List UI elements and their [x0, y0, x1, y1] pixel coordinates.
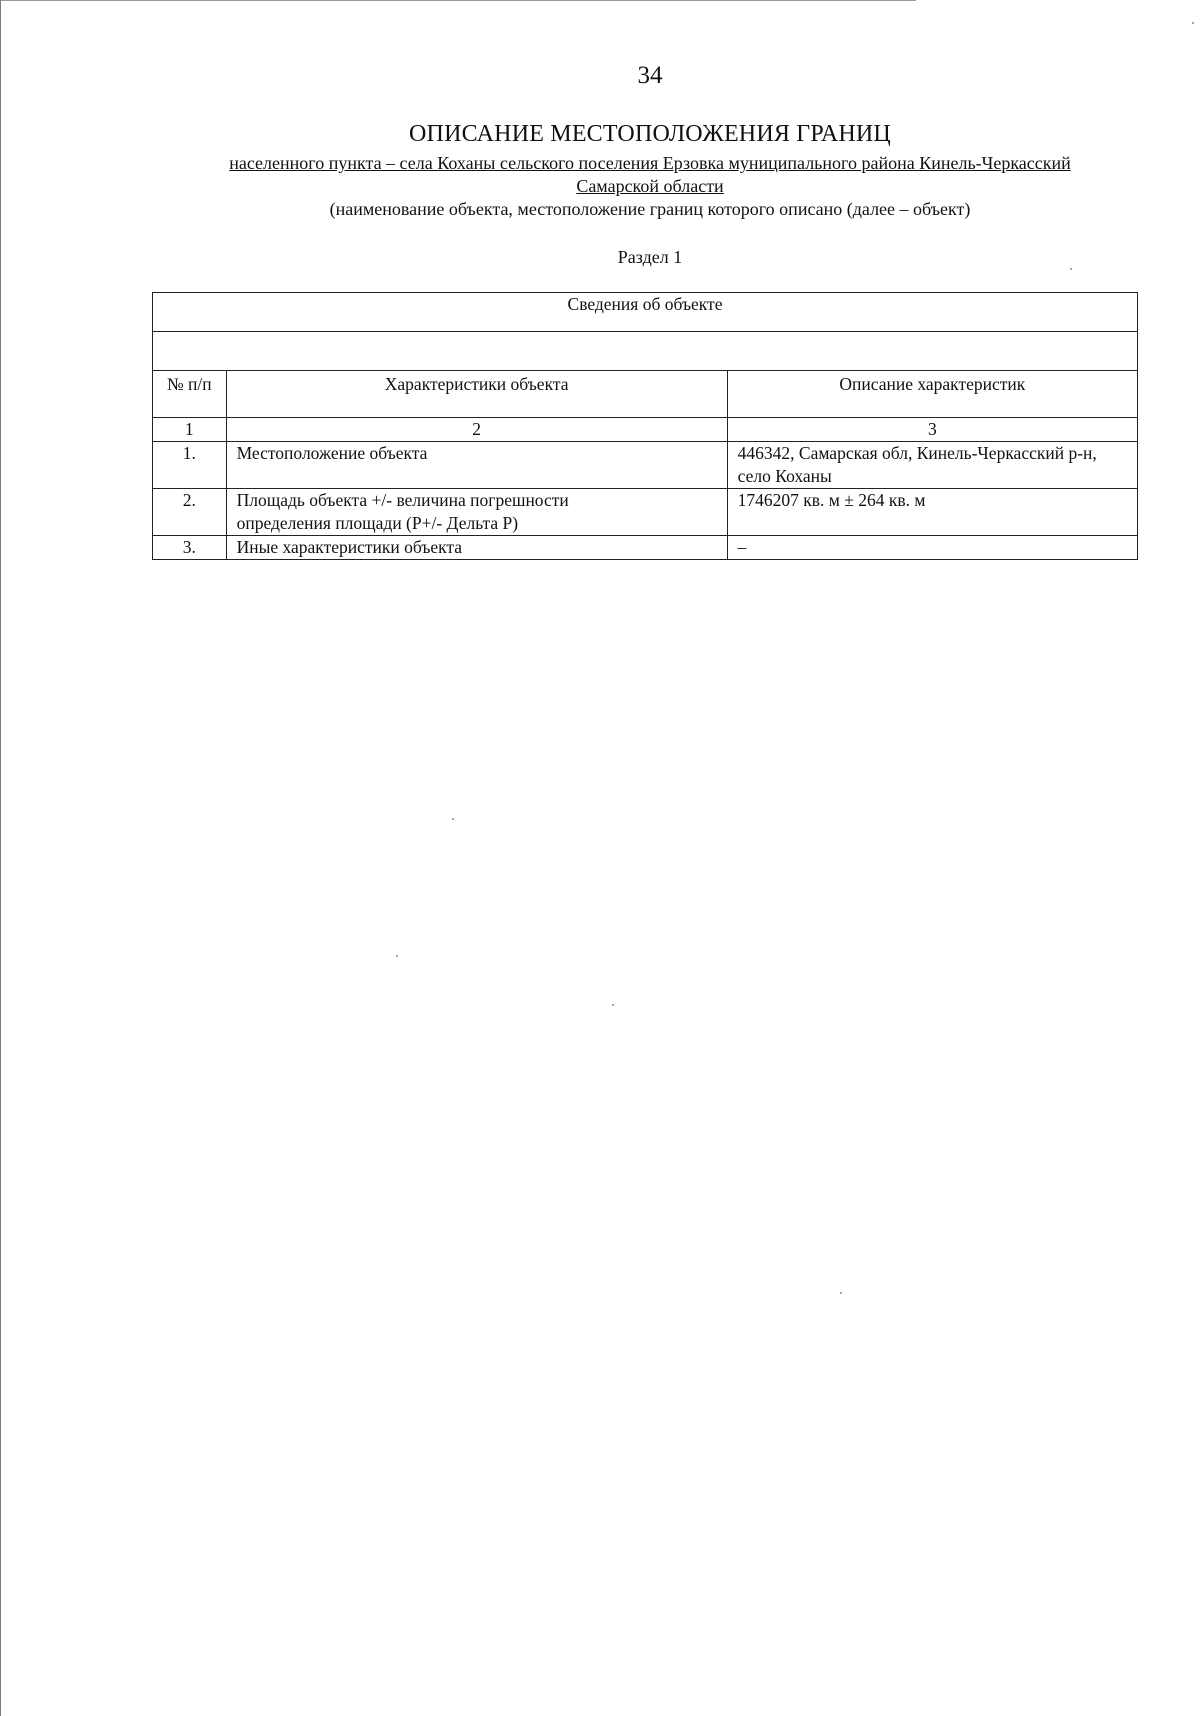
scan-speck: [840, 1292, 842, 1294]
scan-speck: [1070, 268, 1072, 270]
row-characteristic: Местоположение объекта: [226, 442, 727, 489]
row-number: 2.: [153, 489, 227, 536]
section-label: Раздел 1: [617, 247, 683, 267]
scan-speck: [612, 1004, 614, 1006]
column-header-characteristic: Характеристики объекта: [226, 371, 727, 418]
scan-edge-top: [0, 0, 916, 1]
column-number: 3: [727, 418, 1137, 442]
subtitle-caption: (наименование объекта, местоположение границ которого описано (далее – объект): [329, 199, 971, 219]
table-heading-row: [153, 293, 1138, 332]
table-empty-row: [153, 332, 1138, 371]
scan-speck: [1192, 22, 1194, 24]
table-row: [153, 536, 1138, 560]
row-characteristic: Иные характеристики объекта: [226, 536, 727, 560]
table-row: [153, 442, 1138, 489]
row-description: –: [727, 536, 1137, 560]
table-row: [153, 489, 1138, 536]
document-subtitle: населенного пункта – села Коханы сельского поселения Ерзовка муниципального района Кинель-Черкасский Самарской области: [229, 153, 1071, 196]
document-title: ОПИСАНИЕ МЕСТОПОЛОЖЕНИЯ ГРАНИЦ: [409, 121, 891, 147]
empty-cell: [153, 332, 1138, 371]
object-info-table: [152, 292, 1138, 560]
row-number: 1.: [153, 442, 227, 489]
column-number: 1: [153, 418, 227, 442]
scan-speck: [396, 955, 398, 957]
scan-speck: [452, 818, 454, 820]
column-header-row: [153, 371, 1138, 418]
column-number: 2: [226, 418, 727, 442]
row-number: 3.: [153, 536, 227, 560]
page-number: 34: [637, 62, 663, 89]
column-header-no: № п/п: [153, 371, 227, 418]
column-number-row: [153, 418, 1138, 442]
column-header-description: Описание характеристик: [727, 371, 1137, 418]
row-characteristic: Площадь объекта +/- величина погрешности определения площади (Р+/- Дельта Р): [226, 489, 727, 536]
table-heading: Сведения об объекте: [153, 293, 1138, 332]
row-description: 446342, Самарская обл, Кинель-Черкасский р-н, село Коханы: [727, 442, 1137, 489]
row-description: 1746207 кв. м ± 264 кв. м: [727, 489, 1137, 536]
